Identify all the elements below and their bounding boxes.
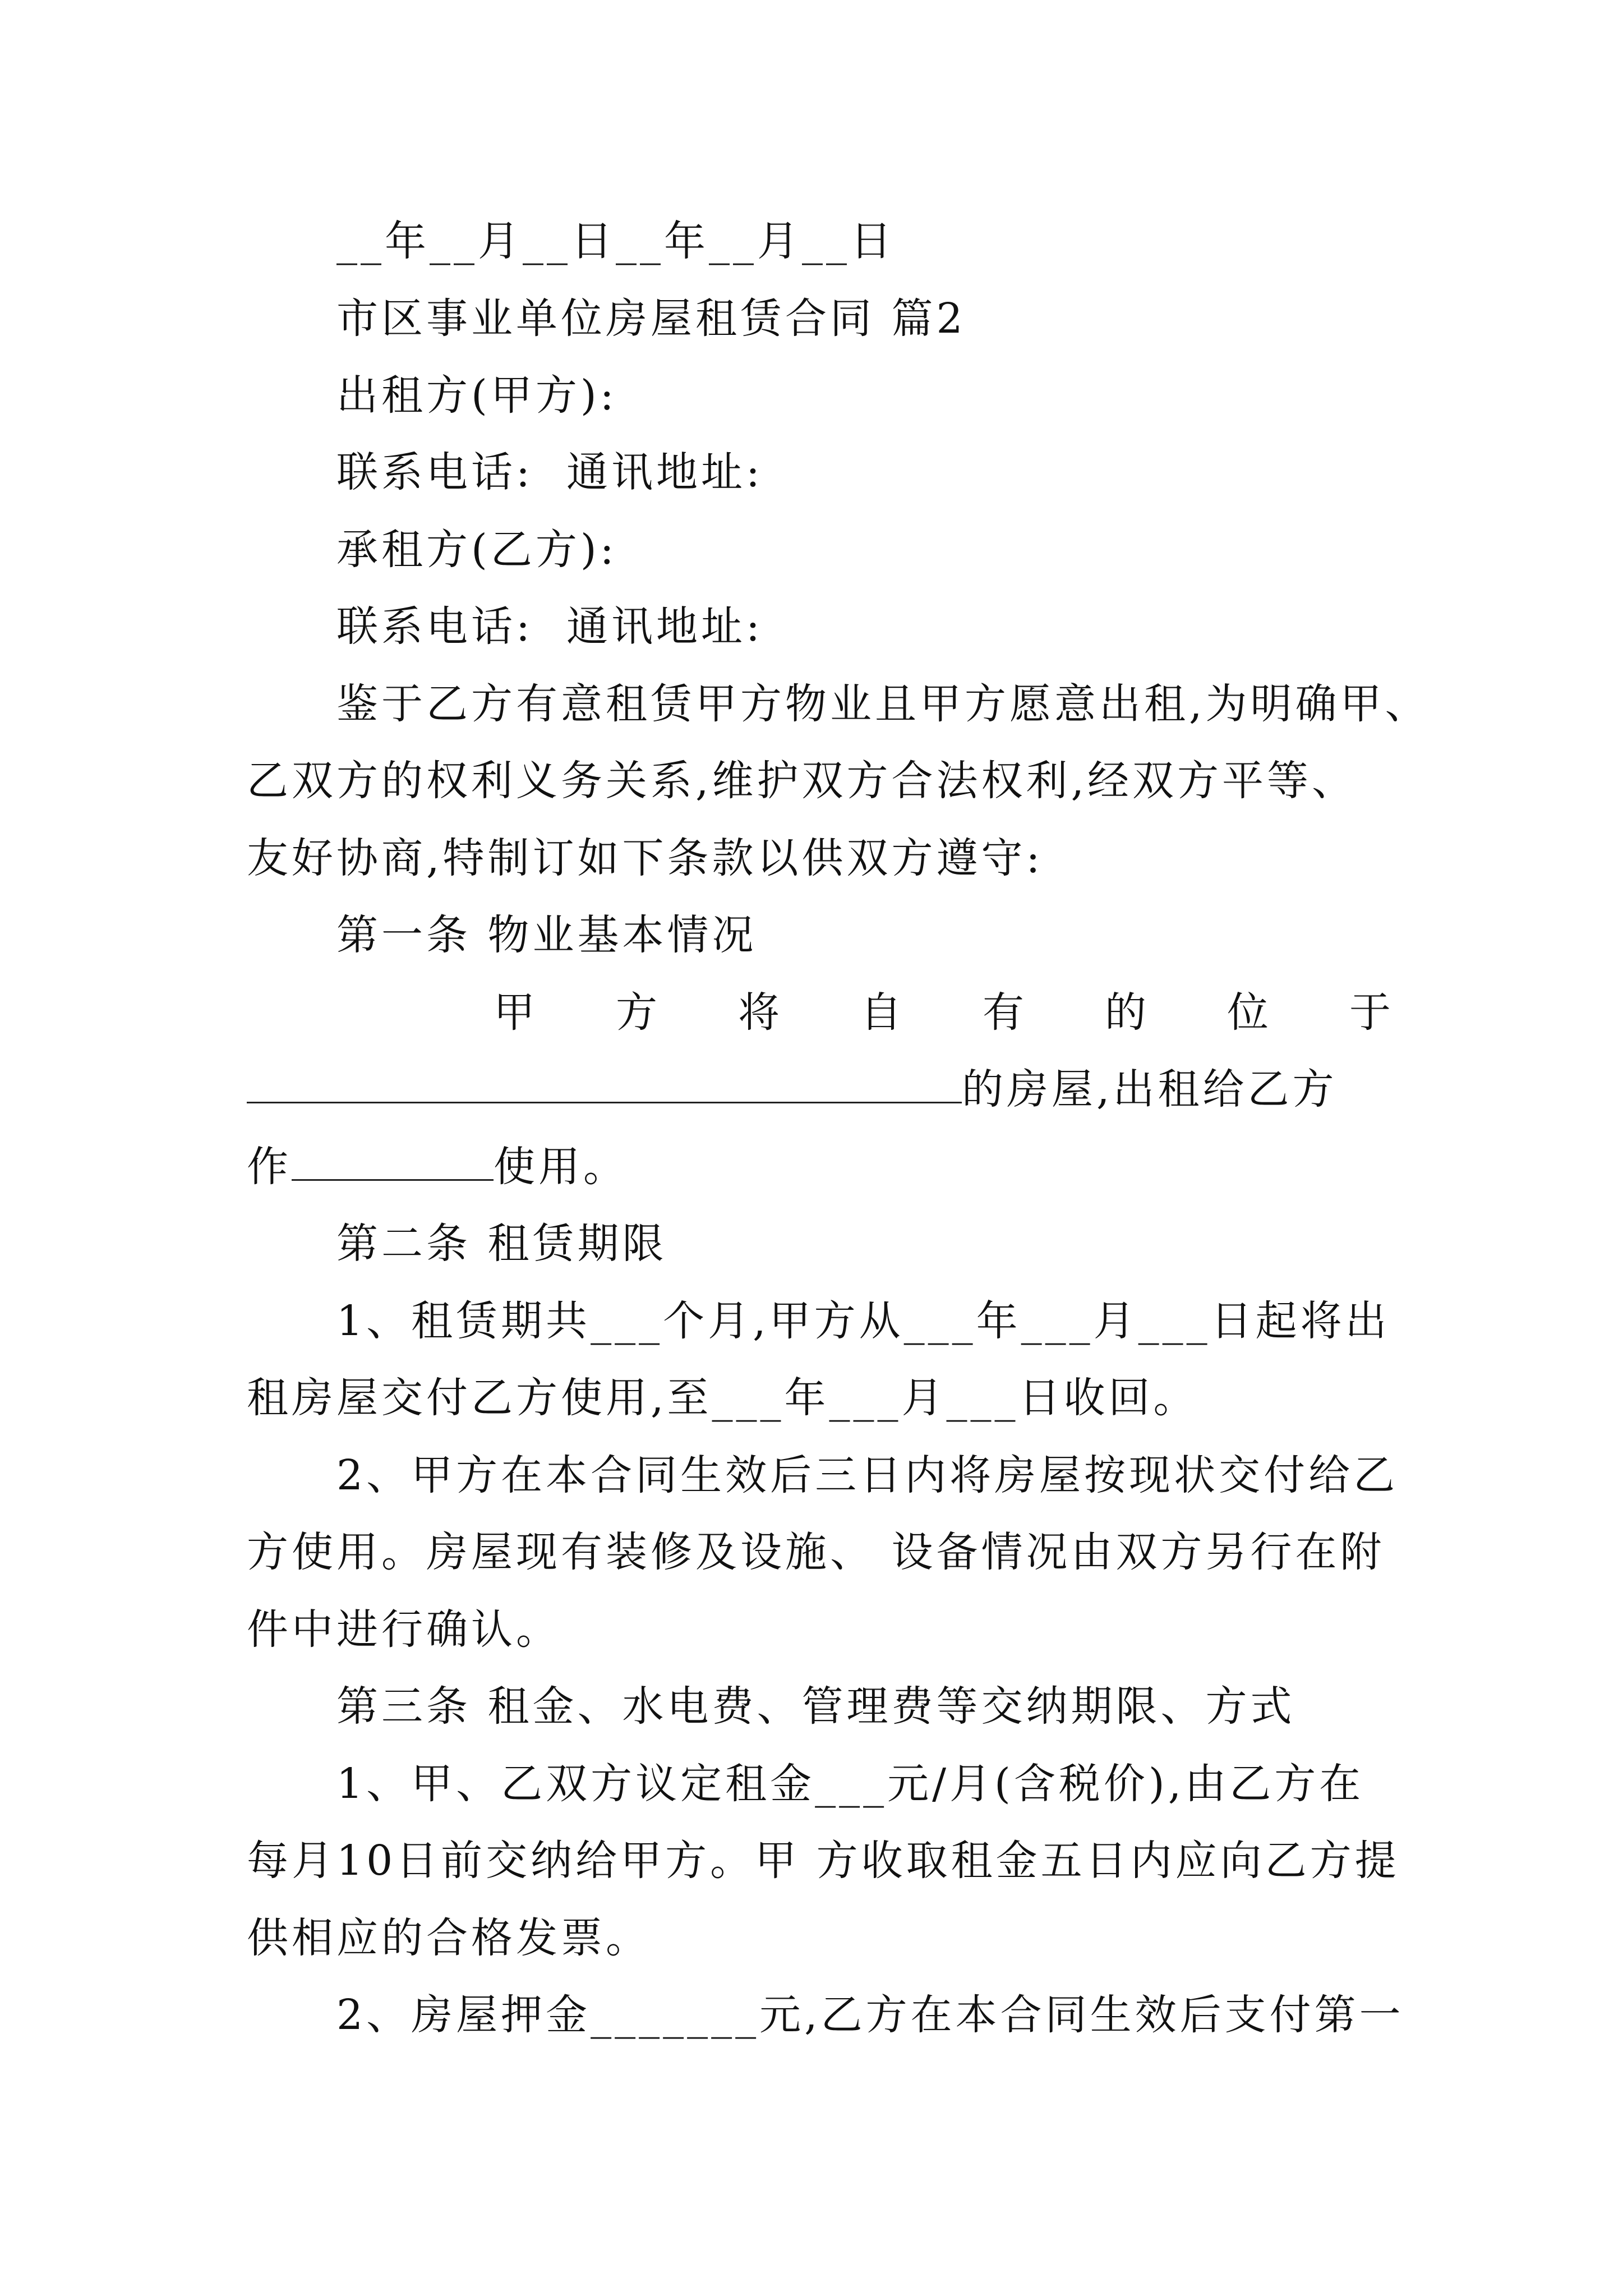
spread-char: 于	[1349, 988, 1391, 1037]
preamble-line-3: 友好协商,特制订如下条款以供双方遵守:	[247, 834, 1044, 882]
article-3-heading: 第三条 租金、水电费、管理费等交纳期限、方式	[336, 1682, 1295, 1731]
article-2-clause-2b: 方使用。房屋现有装修及设施、 设备情况由双方另行在附	[247, 1528, 1385, 1576]
lessee-contact: 联系电话: 通讯地址:	[336, 602, 763, 651]
article-3-clause-1a: 1、甲、乙双方议定租金___元/月(含税价),由乙方在	[336, 1760, 1364, 1808]
spread-char: 将	[738, 988, 780, 1037]
property-location-line	[247, 1061, 1338, 1117]
lessor-label: 出租方(甲方):	[336, 371, 617, 420]
spread-char: 位	[1227, 988, 1269, 1037]
article-2-heading: 第二条 租赁期限	[336, 1220, 667, 1268]
article-1-justified-line	[494, 984, 1391, 1041]
spread-char: 自	[860, 988, 902, 1037]
article-2-clause-2a: 2、甲方在本合同生效后三日内将房屋按现状交付给乙	[336, 1451, 1399, 1499]
spread-char: 有	[983, 988, 1024, 1037]
lessor-contact: 联系电话: 通讯地址:	[336, 448, 763, 496]
property-use-head: 作	[247, 1143, 292, 1191]
preamble-line-2: 乙双方的权利义务关系,维护双方合法权利,经双方平等、	[247, 757, 1357, 805]
article-2-clause-1b: 租房屋交付乙方使用,至___年___月___日收回。	[247, 1374, 1198, 1422]
location-blank	[247, 1067, 962, 1103]
lessee-label: 承租方(乙方):	[336, 526, 617, 574]
contract-title: 市区事业单位房屋租赁合同 篇2	[336, 295, 966, 343]
spread-char: 的	[1105, 988, 1146, 1037]
use-blank	[292, 1144, 494, 1181]
property-use-line	[247, 1139, 628, 1195]
article-2-clause-1a: 1、租赁期共___个月,甲方从___年___月___日起将出	[336, 1297, 1390, 1345]
article-2-clause-2c: 件中进行确认。	[247, 1605, 561, 1654]
property-use-tail: 使用。	[494, 1143, 628, 1191]
date-line: __年__月__日__年__月__日	[336, 217, 895, 265]
article-1-heading: 第一条 物业基本情况	[336, 911, 757, 959]
preamble-line-1: 鉴于乙方有意租赁甲方物业且甲方愿意出租,为明确甲、	[336, 680, 1430, 728]
article-3-clause-2a: 2、房屋押金_______元,乙方在本合同生效后支付第一	[336, 1991, 1404, 2039]
spread-char: 甲	[494, 988, 535, 1037]
article-3-clause-1b: 每月10日前交纳给甲方。甲 方收取租金五日内应向乙方提	[247, 1837, 1400, 1885]
spread-char: 方	[616, 988, 657, 1037]
article-3-clause-1c: 供相应的合格发票。	[247, 1914, 651, 1962]
property-location-tail: 的房屋,出租给乙方	[962, 1065, 1338, 1114]
